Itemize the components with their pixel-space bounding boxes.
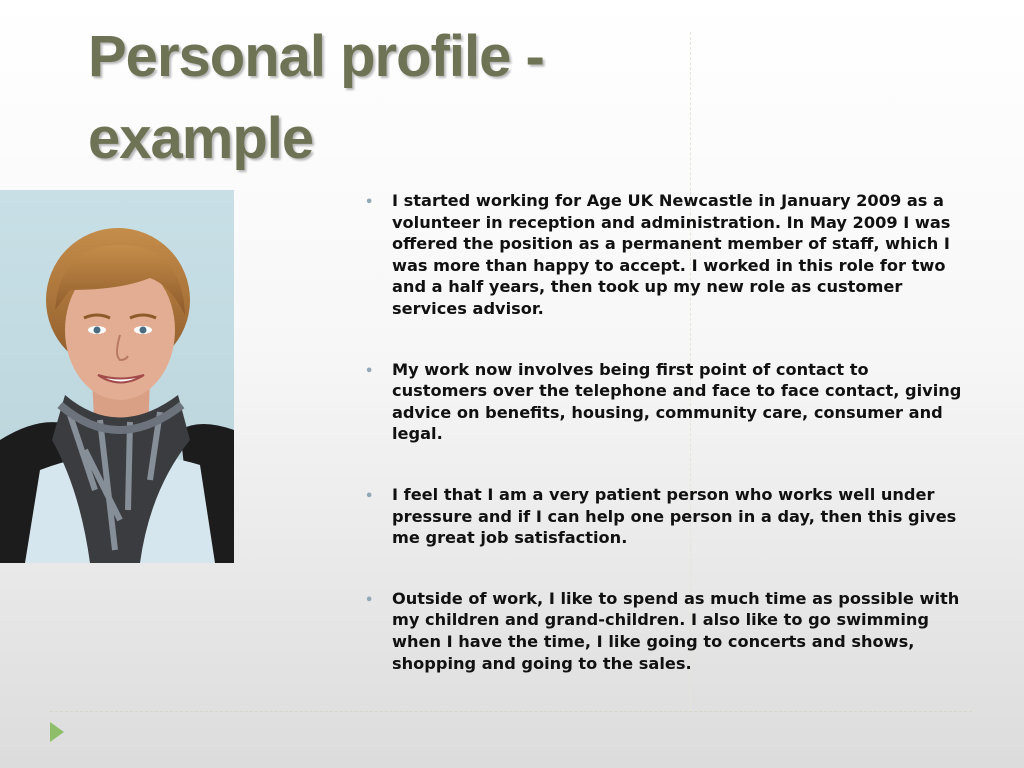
bullet-item	[362, 190, 962, 320]
bullet-icon: •	[365, 592, 374, 608]
bullet-text: I feel that I am a very patient person who works well under pressure and if I can help one person in a day, then this gives me great job satisfaction.	[392, 484, 957, 548]
profile-bullet-list	[362, 190, 962, 674]
portrait-photo	[0, 190, 234, 563]
bullet-item	[362, 359, 962, 445]
profile-content	[362, 190, 962, 713]
bullet-icon: •	[365, 195, 374, 210]
bullet-text: Outside of work, I like to spend as much time as possible with my children and grand-children. I also like to go swimming when I have the time, I like going to concerts and shows, shopping and going to the sales.	[392, 588, 960, 673]
bullet-item	[362, 484, 962, 549]
bullet-text: I started working for Age UK Newcastle in January 2009 as a volunteer in reception and administration. In May 2009 I was offered the position as a permanent member of staff, which I was more than happy to accept. I worked in this role for two and a half years, then took up my new role as customer services advisor.	[392, 191, 951, 318]
next-slide-arrow-icon[interactable]	[50, 722, 64, 742]
bullet-text: My work now involves being first point of contact to customers over the telephone and face to face contact, giving advice on benefits, housing, community care, consumer and legal.	[392, 359, 962, 444]
bullet-item	[362, 588, 962, 674]
bullet-icon: •	[365, 488, 374, 504]
portrait-image	[0, 190, 234, 563]
bullet-icon: •	[365, 363, 374, 379]
slide-title: Personal profile - example	[88, 24, 544, 171]
